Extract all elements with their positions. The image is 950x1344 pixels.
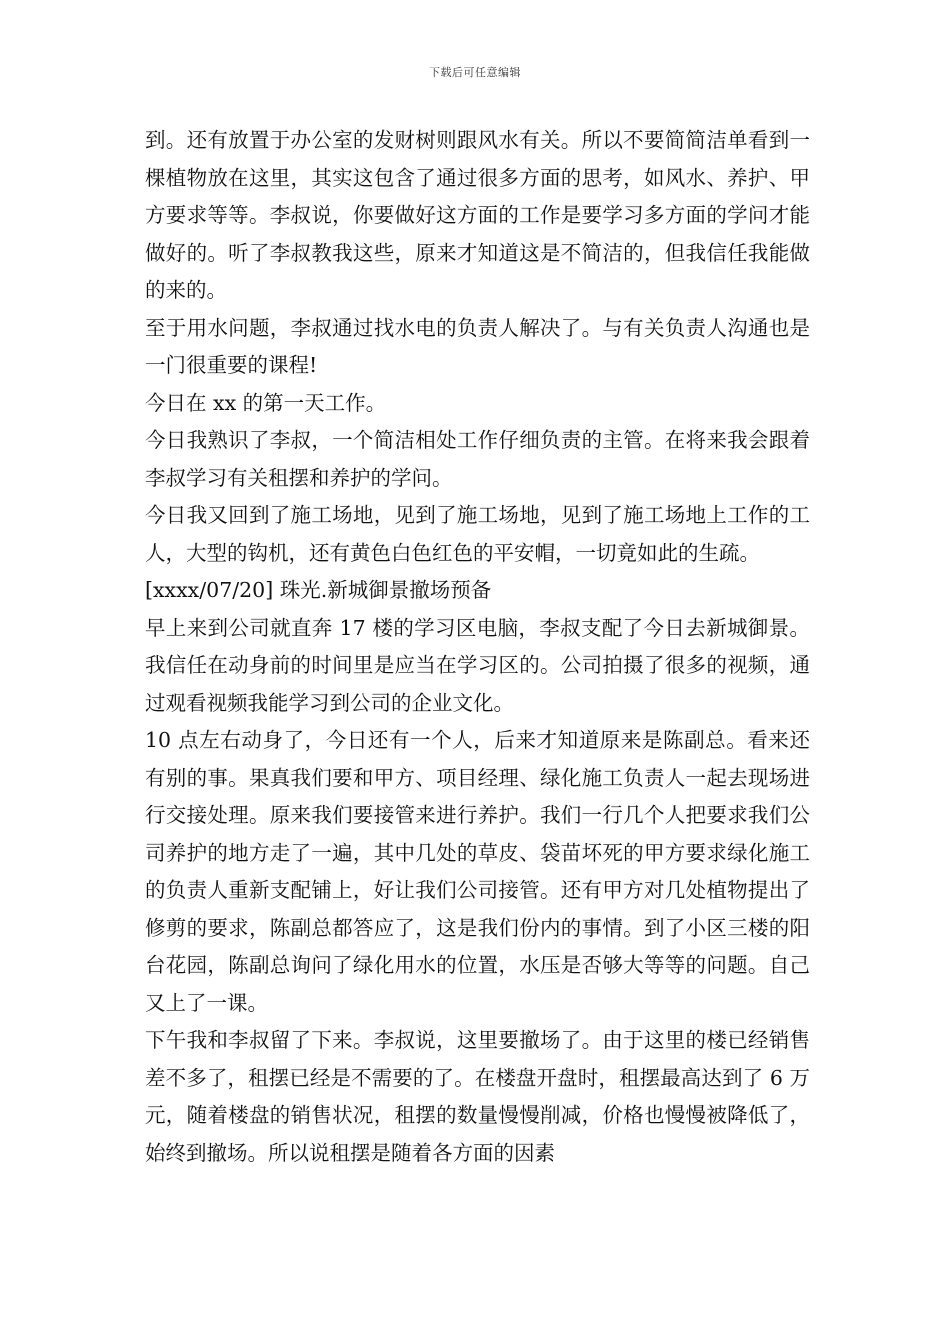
paragraph: 10 点左右动身了，今日还有一个人，后来才知道原来是陈副总。看来还有别的事。果真我们要和甲方、项目经理、绿化施工负责人一起去现场进行交接处理。原来我们要接管来进行养护。我们一行几个人把要求我们公司养护的地方走了一遍，其中几处的草皮、袋苗坏死的甲方要求绿化施工的负责人重新支配铺上，好让我们公司接管。还有甲方对几处植物提出了修剪的要求，陈副总都答应了，这是我们份内的事情。到了小区三楼的阳台花园，陈副总询问了绿化用水的位置，水压是否够大等等的问题。自己又上了一课。: [145, 728, 810, 1015]
paragraph: 今日在 xx 的第一天工作。: [145, 390, 387, 415]
paragraph: 今日我熟识了李叔，一个简洁相处工作仔细负责的主管。在将来我会跟着李叔学习有关租摆和养护的学问。: [145, 428, 810, 490]
paragraph: 今日我又回到了施工场地，见到了施工场地，见到了施工场地上工作的工人，大型的钩机，还有黄色白色红色的平安帽，一切竟如此的生疏。: [145, 503, 810, 565]
paragraph: 到。还有放置于办公室的发财树则跟风水有关。所以不要简简洁单看到一棵植物放在这里，其实这包含了通过很多方面的思考，如风水、养护、甲方要求等等。李叔说，你要做好这方面的工作是要学习多方面的学问才能做好的。听了李叔教我这些，原来才知道这是不简洁的，但我信任我能做的来的。: [145, 128, 810, 302]
section-heading: [xxxx/07/20] 珠光.新城御景撤场预备: [145, 578, 492, 602]
paragraph: 早上来到公司就直奔 17 楼的学习区电脑，李叔支配了今日去新城御景。我信任在动身前的时间里是应当在学习区的。公司拍摄了很多的视频，通过观看视频我能学习到公司的企业文化。: [145, 615, 810, 715]
paragraph: 下午我和李叔留了下来。李叔说，这里要撤场了。由于这里的楼已经销售差不多了，租摆已经是不需要的了。在楼盘开盘时，租摆最高达到了 6 万元，随着楼盘的销售状况，租摆的数量慢慢削减，价格也慢慢被降低了，始终到撤场。所以说租摆是随着各方面的因素: [145, 1028, 810, 1165]
paragraph: 至于用水问题，李叔通过找水电的负责人解决了。与有关负责人沟通也是一门很重要的课程!: [145, 315, 810, 377]
page-header: 下载后可任意编辑: [429, 66, 521, 79]
document-body: [145, 122, 810, 1172]
